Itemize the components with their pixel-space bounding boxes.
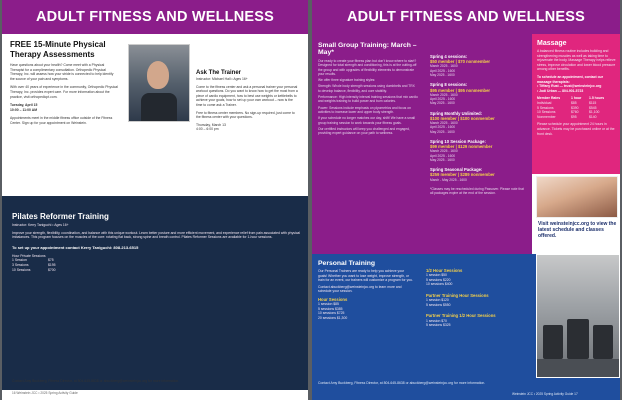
small-group-title: Small Group Training: March – May* [318, 42, 417, 56]
ask-trainer-p1: Come to the fitness center and ask a personal trainer your personal workout questions. Do you want to know how to get the most from a piece of cardio equipment, how to best use weights or kettlebells to achieve your goals, how to set up your own workout – now is the time to come ask a Trainer. [196, 84, 298, 107]
massage-therapist-2: • Jodi Urban — 804-901-5723 [537, 88, 584, 93]
pt-assessment-p1: Have questions about your health? Come meet with a Physical Therapist for a complimentary consultation. Orthopedic Physical Therapy, Inc. will assess how your stride is connected to help identify the source of your pain and symptoms. [10, 63, 114, 81]
partner-sessions-title: Partner Training Hour Sessions [426, 292, 489, 298]
small-group-groups: If your schedule no longer matches our day, shift! We have a small group training session to work towards your fitness goals. [318, 116, 416, 125]
pilates-panel [2, 196, 308, 390]
massage-rate-row: 10 Sessions $760 $1,100 [537, 110, 600, 115]
trainer-photo [128, 44, 190, 122]
right-footer: Contact Amy Buckberg, Fitness Director, at 804-645-8638 or abuckberg@weinsteinjcc.org for more information. [318, 381, 486, 385]
massage-panel [532, 34, 620, 174]
pt-assessment-p3: Appointments meet in the middle fitness office outside of the Fitness Center. Sign up for your appointment on Weinstein. [10, 116, 113, 125]
pilates-rate-row: 10 Sessions $700 [12, 267, 56, 272]
pilates-rate-row: 1 Session $75 [12, 258, 54, 263]
hour-rate: 10 sessions $725 [318, 311, 345, 316]
pilates-instructor: Instructor: Kerry Taniguchi • Ages 16+ [12, 223, 69, 227]
pilates-rate-row: 3 Sessions $195 [12, 262, 56, 267]
right-banner: ADULT FITNESS AND WELLNESS [312, 0, 620, 34]
small-group-strength: Strength: Whole body strength sessions using dumbbells and TRX to develop balance, flexibility, and core stability. [318, 84, 415, 93]
personal-training-title: Personal Training [318, 260, 376, 267]
package-item: Spring Seasonal Package: $259 member | $289 nonmember March - May 2025 - 1600 [430, 167, 495, 182]
pilates-rates [12, 258, 302, 272]
half-hour-rate: 5 sessions $220 [426, 277, 451, 282]
small-group-panel [312, 34, 532, 254]
gym-photo [536, 254, 620, 378]
small-group-offer: We offer three signature training styles: [318, 78, 376, 83]
ask-trainer-section [196, 70, 300, 132]
left-page-number: 16 Weinstein JCC • 2025 Spring Activity Guide [12, 391, 78, 395]
massage-rates-table [537, 96, 617, 119]
small-group-performance: Performance: High intensity interval training sessions that mix cardio and weights training to build power and burn calories. [318, 95, 418, 104]
package-item: Spring 8 sessions: $95 member | $95 nonmember March 2025 - 1600 April 2025 - 1600 May 2025 - 1600 [430, 82, 491, 106]
ask-trainer-title: Ask The Trainer [196, 70, 242, 76]
massage-rate-row: Nonmember $95 $140 [537, 114, 597, 119]
pt-assessment-section [10, 40, 118, 126]
partner-rate: 5 sessions $550 [426, 302, 451, 307]
pilates-body: Improve your strength, flexibility, coordination, and balance with this unique workout. Learn better posture and more efficient movement, and experience relief from pain associated with physical imbalances. This program focuses on the muscles of the core: rotating flat back, strong spine and breath control. Pilates Reformer Sessions are available for 1-hour sessions. [12, 230, 301, 240]
personal-training-body: Our Personal Trainers are ready to help you achieve your goals! Whether you want to lose weight, improve strength, or train for an event, our trainers will customize a program for you. [318, 269, 413, 283]
hour-rate: 1 session $85 [318, 302, 339, 307]
pt-assessment-date: Tuesday, April 15 [10, 103, 38, 108]
left-footer: Contact Amy Buckberg, Fitness Director, at 804-645-8638 or abuckberg@weinsteinjcc.org for more information. [12, 379, 180, 383]
massage-therapist-1: • Tiffany Rust — trust@weinsteinjcc.org [537, 84, 602, 89]
pilates-signup: To set up your appointment contact Kerry Taniguchi: 808-213-6515 [12, 244, 139, 250]
right-page [312, 0, 620, 400]
half-hour-rate: 1 session $50 [426, 273, 447, 278]
small-group-final: Our certified instructors will keep you challenged and engaged, providing expert guidance on your path to wellness. [318, 126, 410, 136]
hour-rate: 20 sessions $1,300 [318, 315, 348, 320]
half-hour-rate: 10 sessions $400 [426, 282, 453, 287]
package-item: Spring 4 sessions: $50 member | $70 nonmember March 2025 - 1600 April 2025 - 1600 May 2025 - 1600 [430, 54, 491, 77]
small-group-body: Our ready to create your fitness plan but don’t know where to start? Designed for total strength and conditioning, this is at the cutting-off the group and with upgrades of flexibility elements to demonstrate your results. [318, 59, 417, 76]
massage-rate-row: Individual $85 $115 [537, 100, 597, 105]
partner-half-sessions-title: Partner Training 1/2 Hour Sessions [426, 313, 496, 319]
personal-training-panel [312, 254, 620, 400]
partner-half-rate: 1 session $70 [426, 318, 447, 323]
visit-website-text: Visit weinsteinjcc.org to view the latest schedule and classes offered. [538, 221, 617, 239]
massage-schedule: To schedule an appointment, contact our massage therapists: [537, 74, 604, 84]
package-item: Spring Monthly Unlimited: $100 member | $100 nonmember March 2025 - 1600 April 2025 - 1600 May 2025 - 1600 [430, 110, 495, 134]
left-banner: ADULT FITNESS AND WELLNESS [2, 0, 308, 34]
ask-trainer-instructor: Instructor: Michael Hall • Ages 16+ [196, 77, 248, 81]
partner-half-rate: 5 sessions $325 [426, 323, 451, 328]
ask-trainer-date: Thursday, March 13 [196, 122, 226, 127]
hour-rate: 5 sessions $385 [318, 306, 343, 311]
half-hour-sessions-title: 1/2 Hour Sessions [426, 268, 463, 273]
package-list [430, 54, 528, 195]
massage-title: Massage [537, 40, 567, 47]
massage-note: Please schedule your appointment 24 hours in advance. Tickets may be purchased online or at the front desk. [537, 122, 615, 136]
ask-trainer-p2: Free to fitness center members. No sign-up required, just come to the fitness center with your questions. [196, 110, 295, 120]
partner-rate: 1 session $120 [426, 298, 449, 303]
massage-rates-header: Member Rates 1 hour 1.5 hours [537, 96, 605, 101]
right-page-number: Weinstein JCC • 2025 Spring Activity Guide 17 [512, 392, 578, 396]
pt-assessment-title: FREE 15-Minute Physical Therapy Assessments [10, 40, 106, 59]
package-note: *Classes may be rescheduled during Passover. Please note that all packages expire at the end of the session. [430, 186, 524, 196]
massage-photo [536, 176, 618, 218]
massage-rate-row: 5 Sessions $390 $545 [537, 105, 597, 110]
massage-body: A balanced fitness routine includes building and strengthening muscles as well as taking time to rejuvenate the body. Massage Therapy helps relieve stress, improve circulation and lower blood pressure among other benefits. [537, 49, 616, 72]
personal-training-contact: Contact abuckberg@weinsteinjcc.org to learn more and schedule your session. [318, 284, 402, 294]
hour-sessions-title: Hour Sessions [318, 296, 348, 302]
pilates-title: Pilates Reformer Training [12, 212, 109, 221]
pt-assessment-p2: With over 40 years of experience in the community, Orthopedic Physical Therapy, Inc. provides expert care. For more information about the practice, visit orthopedicpt.com. [10, 85, 118, 99]
ask-trainer-time: 4:00 – 6:00 pm [196, 127, 219, 132]
small-group-power: Power: Sessions include emphasis on plyometrics and focus on activities to increase lower and upper body strength. [318, 105, 411, 114]
pilates-rates-title: Hour Private Sessions [12, 253, 46, 258]
package-item: Spring 10 Session Package: $99 member | $129 nonmember March 2025 - 1600 April 2025 - 1600 May 2025 - 1600 [430, 138, 493, 162]
pt-assessment-time: 10:00 – 11:00 AM [10, 107, 38, 112]
left-page [2, 0, 308, 400]
